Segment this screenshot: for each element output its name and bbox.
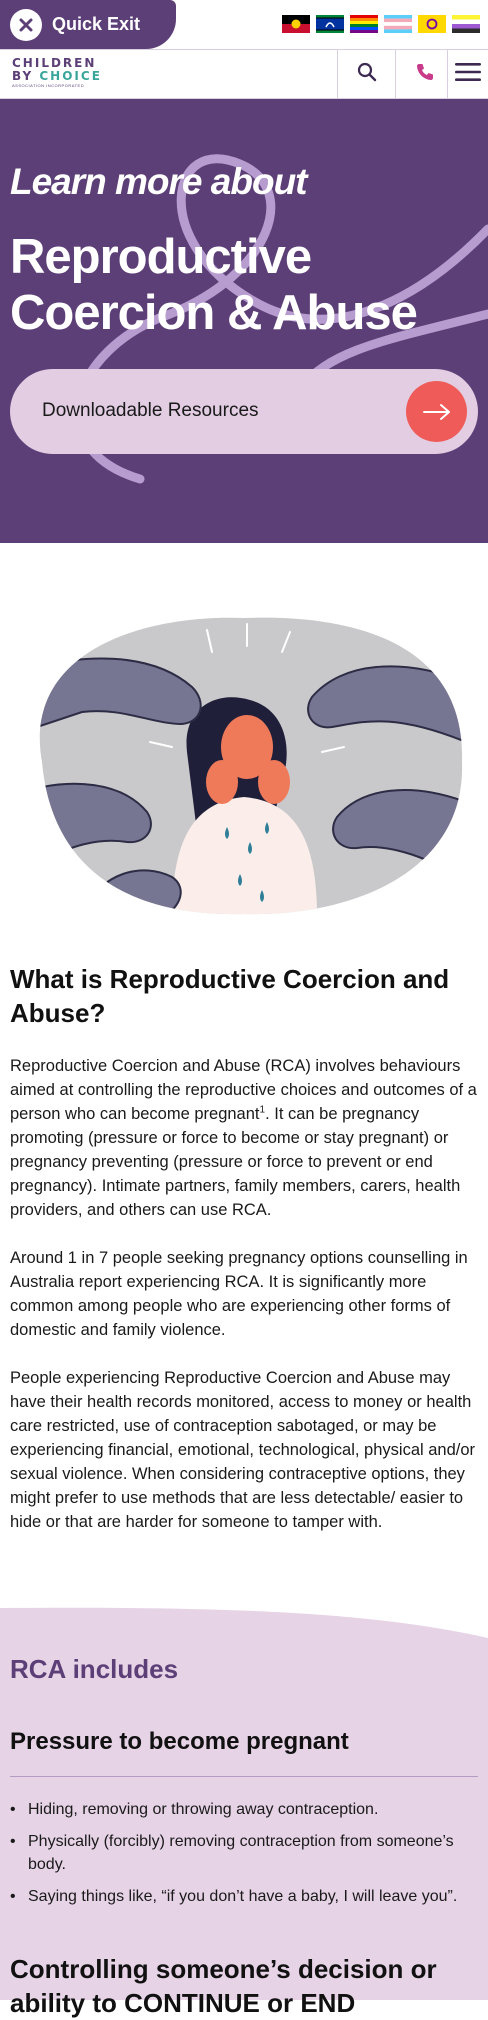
aboriginal-flag-icon [282, 15, 310, 33]
arrow-right-icon [406, 381, 467, 442]
footnote-ref[interactable]: 1 [259, 1104, 266, 1116]
top-bar [0, 0, 488, 49]
article-paragraph-2: Around 1 in 7 people seeking pregnancy options counselling in Australia report experiencing RCA. It is significantly more common among people who are experiencing other forms of domestic and family violence. [10, 1249, 468, 1339]
transgender-flag-icon [384, 15, 412, 33]
downloadable-resources-button[interactable] [10, 369, 478, 454]
phone-button[interactable] [395, 50, 453, 99]
rca-subheading: Pressure to become pregnant [10, 1728, 349, 1755]
intersex-flag-icon [418, 15, 446, 33]
hero-title: Reproductive Coercion & Abuse [10, 230, 417, 340]
section-wave-decoration [0, 1606, 488, 1646]
flags-row [282, 15, 480, 33]
article-title: What is Reproductive Coercion and Abuse? [10, 964, 450, 1028]
rca-list [10, 1798, 480, 1917]
list-item: • Hiding, removing or throwing away contraception. [10, 1798, 480, 1821]
hero-banner [0, 99, 488, 543]
list-item: • Saying things like, “if you don’t have a baby, I will leave you”. [10, 1885, 480, 1908]
menu-button[interactable] [447, 50, 488, 99]
list-item: • Physically (forcibly) removing contraception from someone’s body. [10, 1830, 480, 1876]
divider [10, 1776, 478, 1777]
nonbinary-flag-icon [452, 15, 480, 33]
downloadable-resources-label: Downloadable Resources [42, 400, 259, 421]
logo-line2: BY CHOICE [12, 69, 102, 83]
site-header [0, 49, 488, 99]
logo-line1: CHILDREN [12, 56, 97, 70]
logo-line3: ASSOCIATION INCORPORATED [12, 83, 85, 88]
pride-flag-icon [350, 15, 378, 33]
hero-kicker: Learn more about [10, 161, 307, 202]
rca-includes-section [0, 1606, 488, 2018]
article-paragraph-1: Reproductive Coercion and Abuse (RCA) involves behaviours aimed at controlling the reproductive choices and outcomes of a person who can become pregnant$^1$. It can be pregnancy promoting (pressure or force to become or stay pregnant) or pregnancy preventing (pressure or force to prevent or end pregnancy). Intimate partners, family members, carers, health providers, and others can use RCA. [10, 1057, 477, 1219]
phone-icon [415, 62, 435, 87]
hamburger-menu-icon [455, 62, 481, 87]
search-button[interactable] [337, 50, 395, 99]
article-paragraph-3: People experiencing Reproductive Coercion and Abuse may have their health records monitored, access to money or health care restricted, use of contraception sabotaged, or may be experiencing financial, emotional, technological, physical and/or sexual violence. When considering contraceptive options, they might prefer to use methods that are less detectable/ easier to hide or that are harder for someone to tamper with. [10, 1369, 476, 1531]
torres-strait-islander-flag-icon [316, 15, 344, 33]
quick-exit-button[interactable] [0, 0, 176, 49]
quick-exit-label: Quick Exit [52, 14, 141, 34]
close-icon [10, 9, 42, 41]
coercion-illustration [22, 612, 466, 917]
rca-includes-title: RCA includes [10, 1654, 179, 1684]
search-icon [357, 62, 377, 87]
rca-subheading-2: Controlling someone’s decision or ability to CONTINUE or END [10, 1954, 437, 2018]
children-by-choice-logo[interactable] [12, 57, 102, 89]
